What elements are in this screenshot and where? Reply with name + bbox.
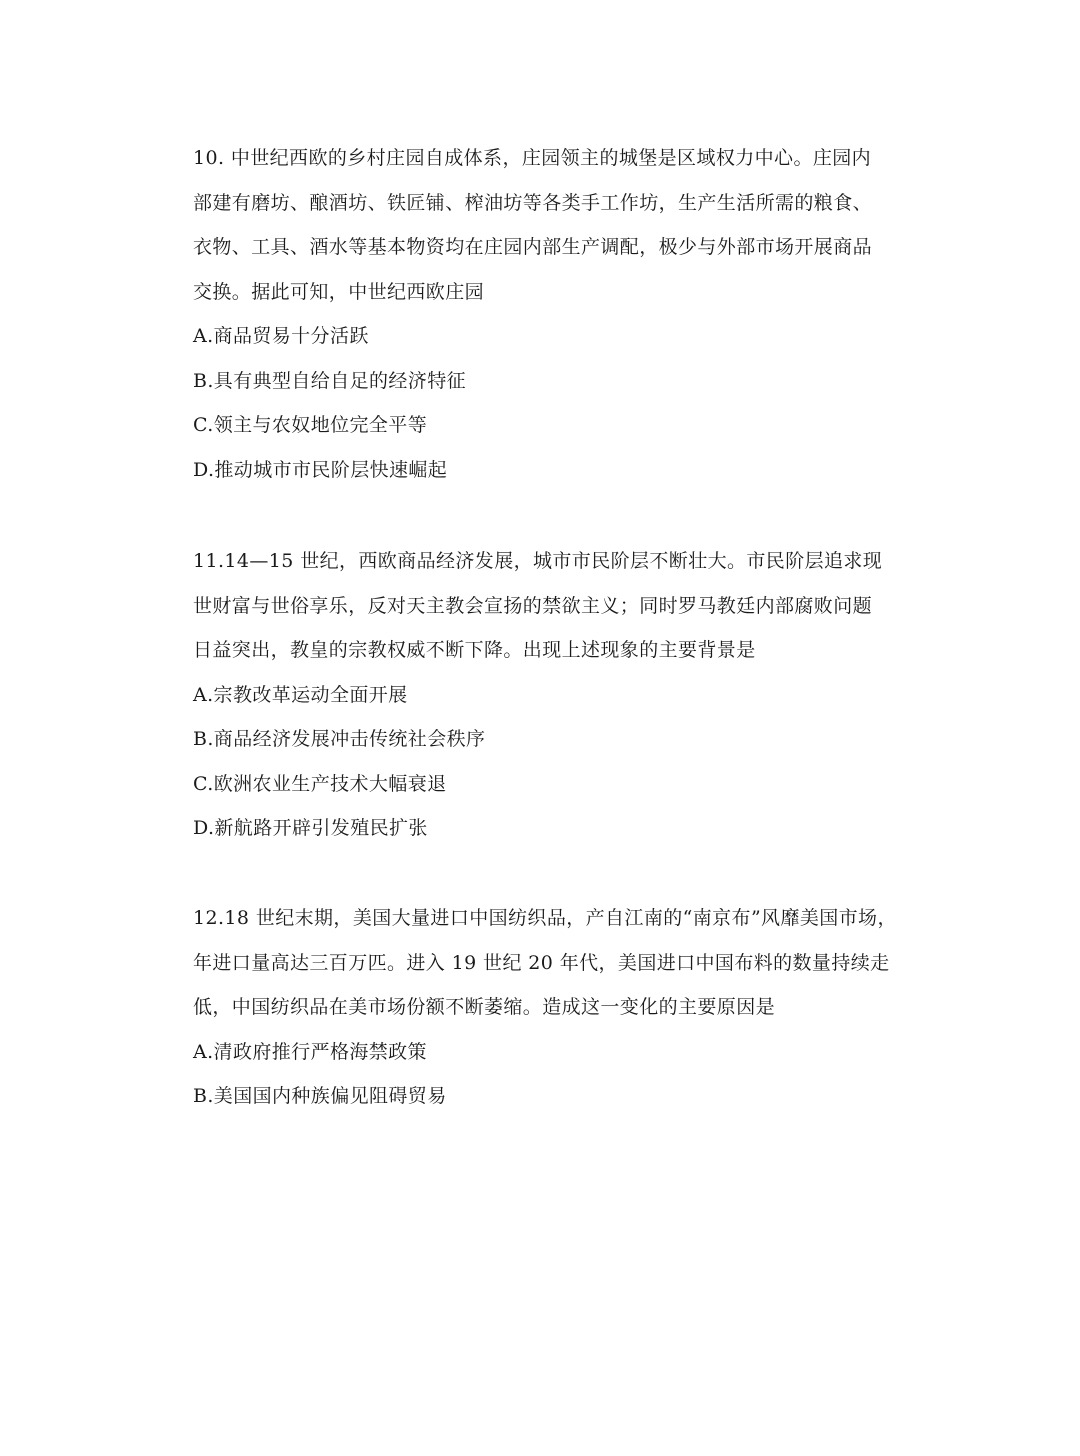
question-stem	[193, 896, 897, 1030]
stem-line: 交换。据此可知，中世纪西欧庄园	[193, 280, 485, 303]
stem-line: 衣物、工具、酒水等基本物资均在庄园内部生产调配，极少与外部市场开展商品	[193, 236, 873, 258]
option-b: B.具有典型自给自足的经济特征	[193, 369, 467, 392]
stem-line: 年进口量高达三百万匹。进入 19 世纪 20 年代，美国进口中国布料的数量持续走	[193, 951, 890, 974]
question-11	[193, 539, 893, 851]
question-stem	[193, 136, 893, 314]
option-list	[193, 673, 893, 851]
option-list	[193, 314, 893, 492]
stem-line: 日益突出，教皇的宗教权威不断下降。出现上述现象的主要背景是	[193, 639, 756, 661]
option-d: D.推动城市市民阶层快速崛起	[193, 458, 448, 481]
option-d: D.新航路开辟引发殖民扩张	[193, 817, 428, 839]
stem-line: 10. 中世纪西欧的乡村庄园自成体系，庄园领主的城堡是区域权力中心。庄园内	[193, 147, 872, 169]
question-10	[193, 136, 893, 492]
option-list	[193, 1030, 893, 1119]
question-12	[193, 896, 897, 1119]
stem-line: 低，中国纺织品在美市场份额不断萎缩。造成这一变化的主要原因是	[193, 996, 776, 1018]
option-b: B.商品经济发展冲击传统社会秩序	[193, 728, 486, 750]
stem-line: 11.14—15 世纪，西欧商品经济发展，城市市民阶层不断壮大。市民阶层追求现	[193, 550, 883, 572]
option-a: A.宗教改革运动全面开展	[193, 683, 408, 706]
stem-line: 12.18 世纪末期，美国大量进口中国纺织品，产自江南的“南京布”风靡美国市场，	[193, 907, 897, 929]
stem-line: 部建有磨坊、酿酒坊、铁匠铺、榨油坊等各类手工作坊，生产生活所需的粮食、	[193, 191, 873, 214]
option-c: C.欧洲农业生产技术大幅衰退	[193, 772, 447, 795]
option-b: B.美国国内种族偏见阻碍贸易	[193, 1085, 447, 1107]
option-c: C.领主与农奴地位完全平等	[193, 414, 428, 436]
option-a: A.清政府推行严格海禁政策	[193, 1040, 427, 1063]
option-a: A.商品贸易十分活跃	[193, 325, 369, 347]
stem-line: 世财富与世俗享乐，反对天主教会宣扬的禁欲主义；同时罗马教廷内部腐败问题	[193, 594, 873, 617]
question-stem	[193, 539, 893, 673]
